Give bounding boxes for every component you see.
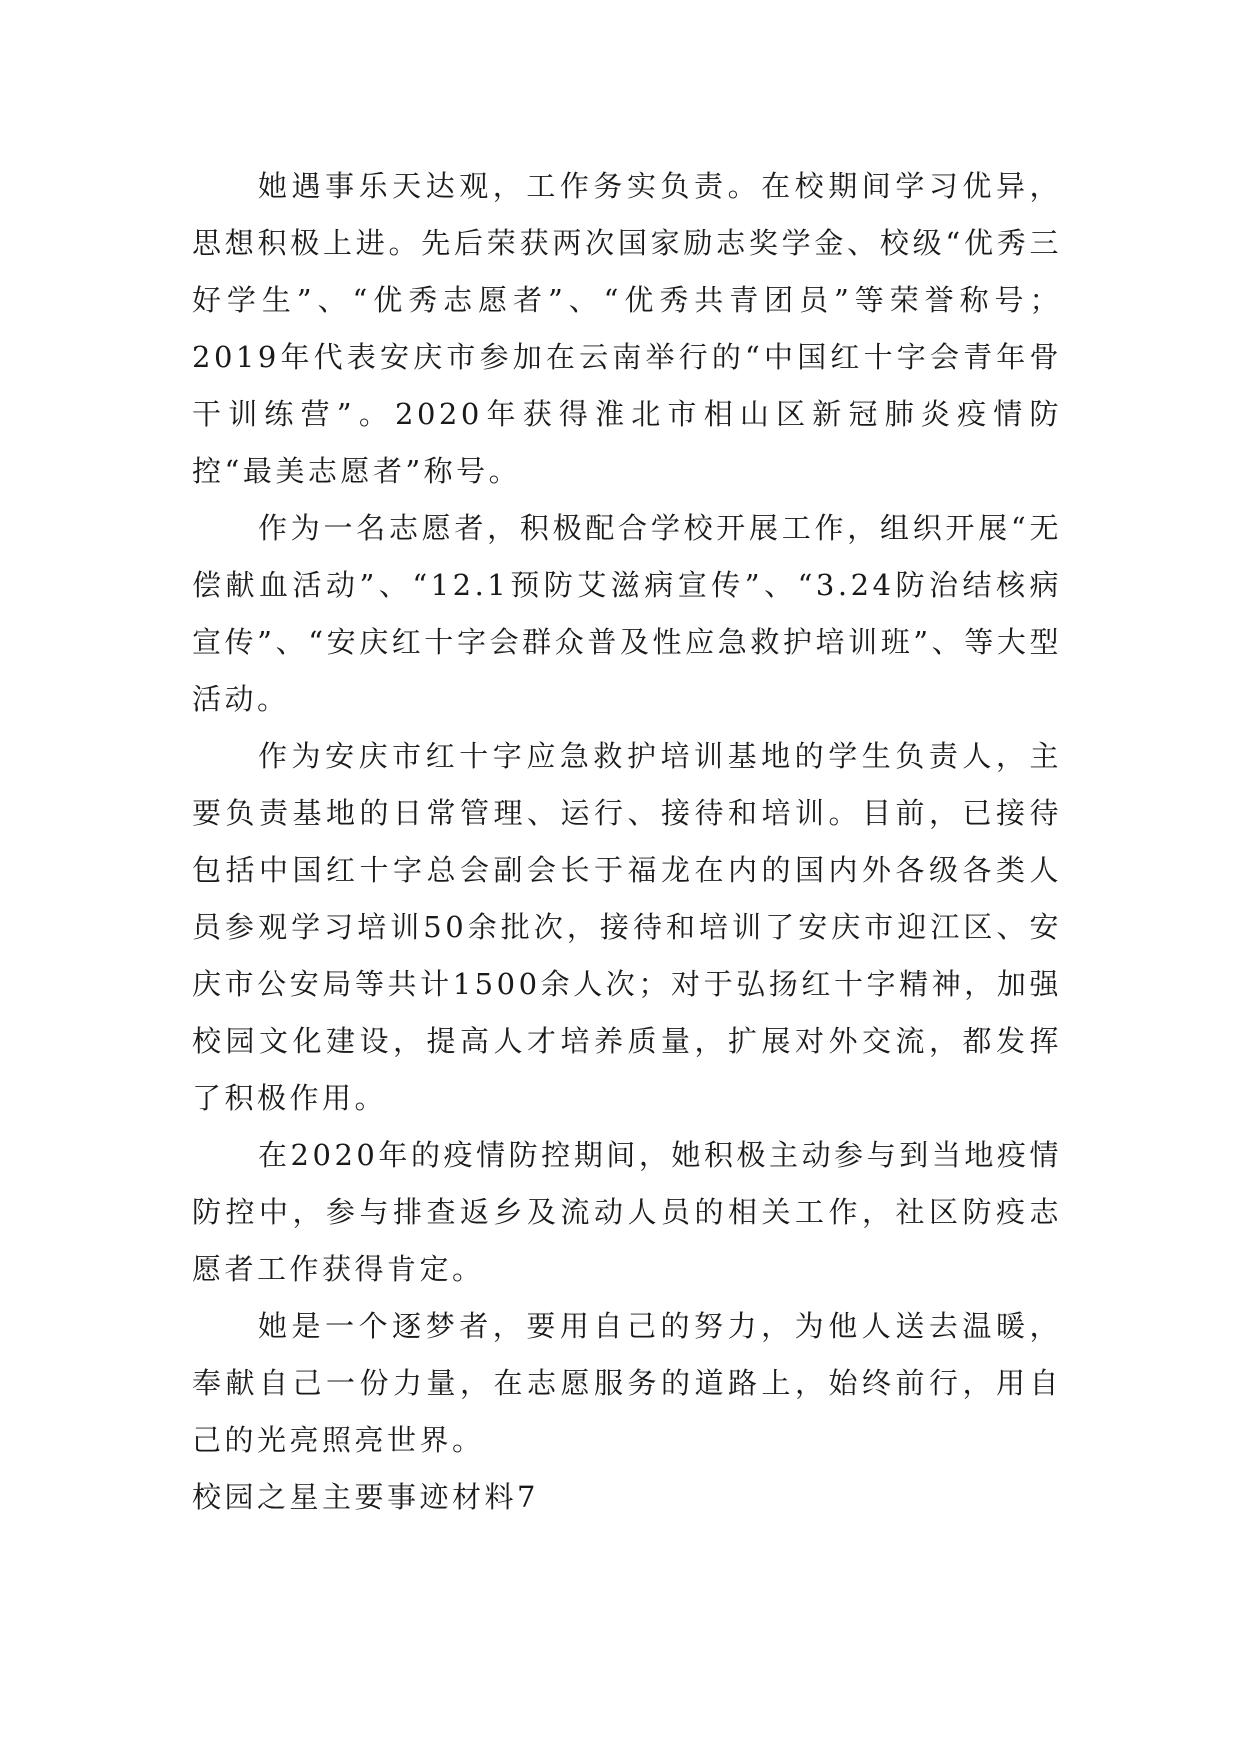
paragraph-volunteer-activities: 作为一名志愿者，积极配合学校开展工作，组织开展“无偿献血活动”、“12.1预防艾滋病宣传”、“3.24防治结核病宣传”、“安庆红十字会群众普及性应急救护培训班”、等大型活动。 <box>192 511 1062 716</box>
paragraph-dream-chaser: 她是一个逐梦者，要用自己的努力，为他人送去温暖，奉献自己一份力量，在志愿服务的道路上，始终前行，用自己的光亮照亮世界。 <box>192 1309 1062 1457</box>
paragraph-achievements: 她遇事乐天达观，工作务实负责。在校期间学习优异，思想积极上进。先后荣获两次国家励志奖学金、校级“优秀三好学生”、“优秀志愿者”、“优秀共青团员”等荣誉称号；2019年代表安庆市参加在云南举行的“中国红十字会青年骨干训练营”。2020年获得淮北市相山区新冠肺炎疫情防控“最美志愿者”称号。 <box>192 169 1062 488</box>
paragraph-training-base: 作为安庆市红十字应急救护培训基地的学生负责人，主要负责基地的日常管理、运行、接待和培训。目前，已接待包括中国红十字总会副会长于福龙在内的国内外各级各类人员参观学习培训50余批次，接待和培训了安庆市迎江区、安庆市公安局等共计1500余人次；对于弘扬红十字精神，加强校园文化建设，提高人才培养质量，扩展对外交流，都发挥了积极作用。 <box>192 739 1062 1115</box>
section-title: 校园之星主要事迹材料7 <box>192 1480 539 1514</box>
document-body <box>192 158 1062 1526</box>
paragraph-epidemic-control: 在2020年的疫情防控期间，她积极主动参与到当地疫情防控中，参与排查返乡及流动人员的相关工作，社区防疫志愿者工作获得肯定。 <box>192 1138 1062 1286</box>
